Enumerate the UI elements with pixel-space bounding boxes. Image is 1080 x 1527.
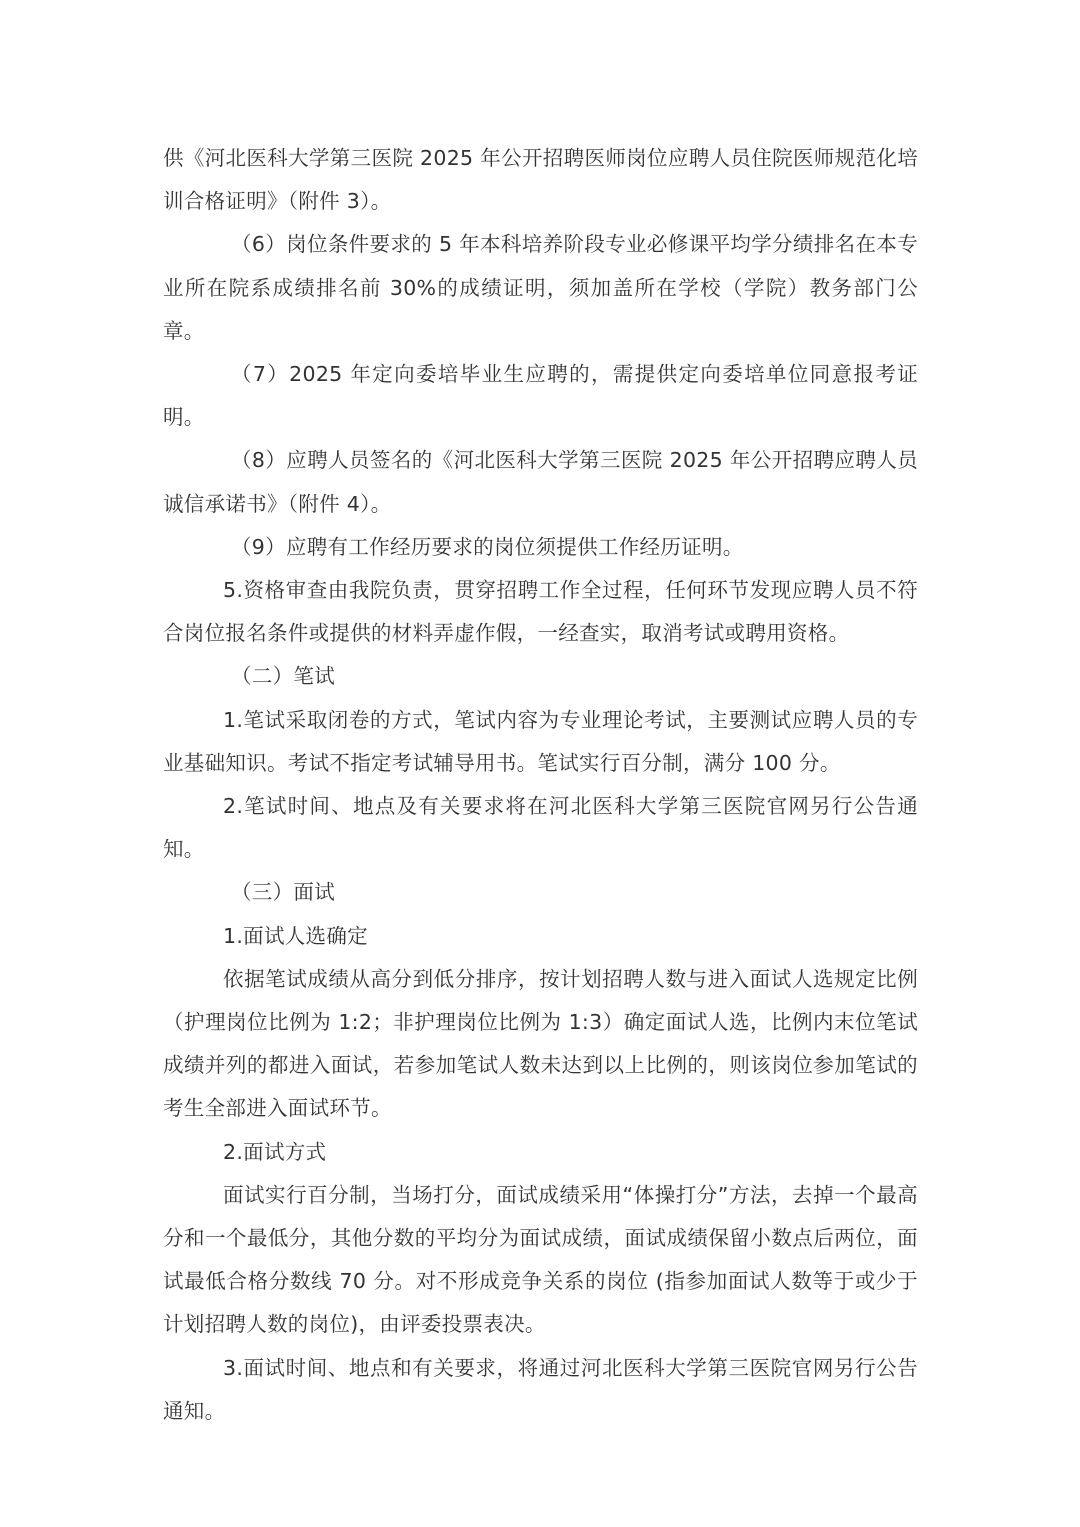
paragraph-written-exam-schedule: 2.笔试时间、地点及有关要求将在河北医科大学第三医院官网另行公告通知。: [163, 794, 918, 862]
subheading-interview-method: 2.面试方式: [223, 1139, 327, 1164]
paragraph-certificate-continuation: 供《河北医科大学第三医院 2025 年公开招聘医师岗位应聘人员住院医师规范化培训合格证明》（附件 3）。: [163, 146, 918, 214]
paragraph-item-9: （9）应聘有工作经历要求的岗位须提供工作经历证明。: [231, 534, 744, 559]
paragraph-interview-schedule: 3.面试时间、地点和有关要求，将通过河北医科大学第三医院官网另行公告通知。: [163, 1355, 918, 1423]
section-heading-written-exam: （二）笔试: [231, 664, 335, 689]
paragraph-qualification-review: 5.资格审查由我院负责，贯穿招聘工作全过程，任何环节发现应聘人员不符合岗位报名条件或提供的材料弄虚作假，一经查实，取消考试或聘用资格。: [163, 578, 918, 646]
paragraph-interview-method: 面试实行百分制，当场打分，面试成绩采用“体操打分”方法，去掉一个最高分和一个最低分，其他分数的平均分为面试成绩，面试成绩保留小数点后两位，面试最低合格分数线 70 分。对不形成竞争关系的岗位 (指参加面试人数等于或少于计划招聘人数的岗位)，由评委投票表决。: [163, 1182, 918, 1337]
paragraph-item-6: （6）岗位条件要求的 5 年本科培养阶段专业必修课平均学分绩排名在本专业所在院系成绩排名前 30%的成绩证明，须加盖所在学校（学院）教务部门公章。: [163, 232, 918, 343]
paragraph-item-8: （8）应聘人员签名的《河北医科大学第三医院 2025 年公开招聘应聘人员诚信承诺书》（附件 4）。: [163, 448, 918, 516]
subheading-interview-selection: 1.面试人选确定: [223, 923, 368, 948]
paragraph-item-7: （7）2025 年定向委培毕业生应聘的，需提供定向委培单位同意报考证明。: [163, 362, 918, 430]
paragraph-interview-selection: 依据笔试成绩从高分到低分排序，按计划招聘人数与进入面试人选规定比例（护理岗位比例为 1:2；非护理岗位比例为 1:3）确定面试人选，比例内末位笔试成绩并列的都进入面试，若参加笔试人数未达到以上比例的，则该岗位参加笔试的考生全部进入面试环节。: [163, 966, 918, 1121]
document-body: [163, 137, 918, 1433]
paragraph-written-exam-format: 1.笔试采取闭卷的方式，笔试内容为专业理论考试，主要测试应聘人员的专业基础知识。考试不指定考试辅导用书。笔试实行百分制，满分 100 分。: [163, 707, 918, 775]
section-heading-interview: （三）面试: [231, 880, 335, 905]
